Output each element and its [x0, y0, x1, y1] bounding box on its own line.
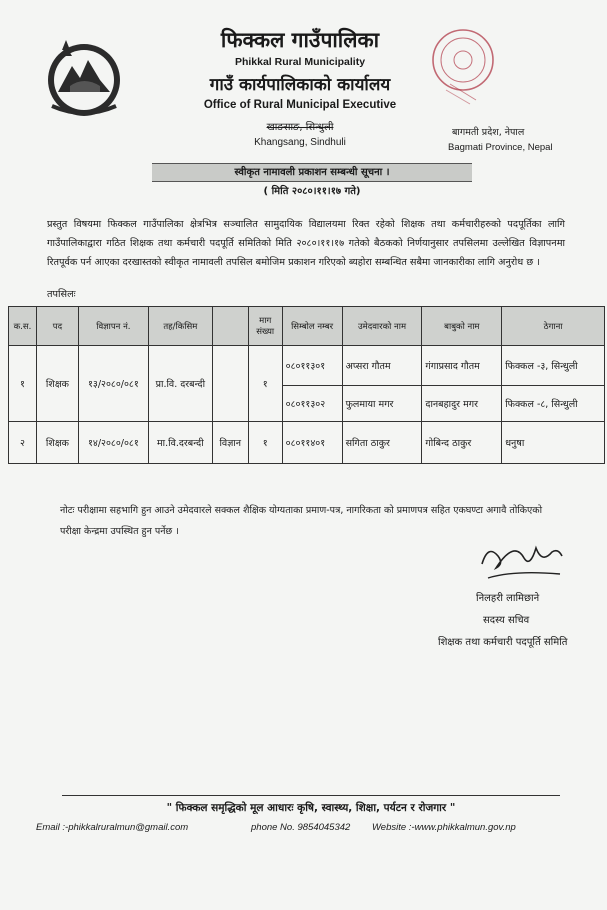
footer-divider [62, 795, 560, 796]
cell-subject [212, 346, 248, 422]
cell-candidate-name: अप्सरा गौतम [342, 346, 422, 386]
header-father-name: बाबुको नाम [422, 307, 502, 346]
header-sn: क.स. [9, 307, 37, 346]
province-english: Bagmati Province, Nepal [448, 142, 553, 153]
handwritten-signature [474, 534, 569, 584]
location-english: Khangsang, Sindhuli [254, 137, 346, 148]
cell-sn: २ [9, 422, 37, 464]
cell-subject: विज्ञान [212, 422, 248, 464]
header-ad-number: विज्ञापन नं. [78, 307, 148, 346]
notice-paragraph: प्रस्तुत विषयमा फिक्कल गाउँपालिका क्षेत्रभित्र सञ्चालित सामुदायिक विद्यालयमा रिक्त रहेको शिक्षक तथा कर्मचारीहरुको पदपूर्तिका लागि गाउँपालिकाद्वारा गठित शिक्षक तथा कर्मचारी पदपूर्ति समितिको मिति २०८०।११।१७ गतेको बैठकको निर्णयानुसार तपसिलमा उल्लेखित विज्ञापनमा रितपूर्वक पर्न आएका दरखास्तको स्वीकृत नामावली तपसिल बमोजिम प्रकाशन गरिएको ब्यहोरा सम्बन्धित सबैमा जानकारीका लागि अनुरोध छ । [47, 219, 565, 268]
cell-address: फिक्कल -८, सिन्धुली [502, 386, 605, 422]
cell-post: शिक्षक [36, 422, 78, 464]
cell-address: धनुषा [502, 422, 605, 464]
table-row [9, 422, 605, 464]
footer-phone: phone No. 9854045342 [251, 822, 351, 833]
candidate-table [8, 306, 605, 464]
cell-symbol-number: ०८०११४०१ [282, 422, 342, 464]
tapsil-label: तपसिलः [47, 289, 76, 300]
notice-title: स्वीकृत नामावली प्रकाशन सम्बन्धी सूचना । [152, 163, 472, 182]
signatory-name: निलहरी लामिछाने [476, 593, 540, 604]
nepal-emblem-logo [42, 36, 126, 120]
cell-father-name: गोबिन्द ठाकुर [422, 422, 502, 464]
cell-demand: १ [248, 422, 282, 464]
cell-sn: १ [9, 346, 37, 422]
header-symbol-number: सिम्बोल नम्बर [282, 307, 342, 346]
location-nepali: खाङसाङ, सिन्धुली [266, 122, 334, 133]
footer-email: Email :-phikkalruralmun@gmail.com [36, 822, 189, 833]
cell-demand: १ [248, 346, 282, 422]
cell-candidate-name: सगिता ठाकुर [342, 422, 422, 464]
table-header-row [9, 307, 605, 346]
cell-symbol-number: ०८०११३०२ [282, 386, 342, 422]
header-subject [212, 307, 248, 346]
cell-address: फिक्कल -३, सिन्धुली [502, 346, 605, 386]
cell-father-name: गंगाप्रसाद गौतम [422, 346, 502, 386]
cell-candidate-name: फुलमाया मगर [342, 386, 422, 422]
table-row [9, 346, 605, 386]
cell-level: मा.वि.दरबन्दी [148, 422, 212, 464]
office-title-nepali: गाउँ कार्यपालिकाको कार्यालय [209, 75, 391, 95]
province-nepali: बागमती प्रदेश, नेपाल [452, 127, 525, 138]
exam-note: नोटः परीक्षामा सहभागि हुन आउने उमेदवारले सक्कल शैक्षिक योग्यताका प्रमाण-पत्र, नागरिकता को प्रमाणपत्र सहित एकघण्टा अगावै तोकिएको परीक्षा केन्द्रमा उपस्थित हुन पर्नेछ । [60, 505, 543, 537]
municipality-title-english: Phikkal Rural Municipality [234, 56, 366, 68]
cell-symbol-number: ०८०११३०१ [282, 346, 342, 386]
header-candidate-name: उमेदवारको नाम [342, 307, 422, 346]
header-level: तह/किसिम [148, 307, 212, 346]
signatory-committee: शिक्षक तथा कर्मचारी पदपूर्ति समिति [438, 637, 568, 648]
cell-father-name: दानबहादुर मगर [422, 386, 502, 422]
notice-date: ( मिति २०८०।११।१७ गते) [263, 186, 361, 197]
footer-website: Website :-www.phikkalmun.gov.np [372, 822, 516, 833]
header-demand: माग संख्या [248, 307, 282, 346]
cell-post: शिक्षक [36, 346, 78, 422]
signatory-role: सदस्य सचिव [483, 615, 530, 626]
header-address: ठेगाना [502, 307, 605, 346]
cell-ad-number: १४/२०८०/०८१ [78, 422, 148, 464]
municipality-title-nepali: फिक्कल गाउँपालिका [220, 28, 380, 52]
office-title-english: Office of Rural Municipal Executive [203, 99, 397, 111]
cell-ad-number: १३/२०८०/०८१ [78, 346, 148, 422]
cell-level: प्रा.वि. दरबन्दी [148, 346, 212, 422]
header-post: पद [36, 307, 78, 346]
footer-slogan: " फिक्कल समृद्धिको मूल आधारः कृषि, स्वास्थ्य, शिक्षा, पर्यटन र रोजगार " [166, 802, 456, 814]
